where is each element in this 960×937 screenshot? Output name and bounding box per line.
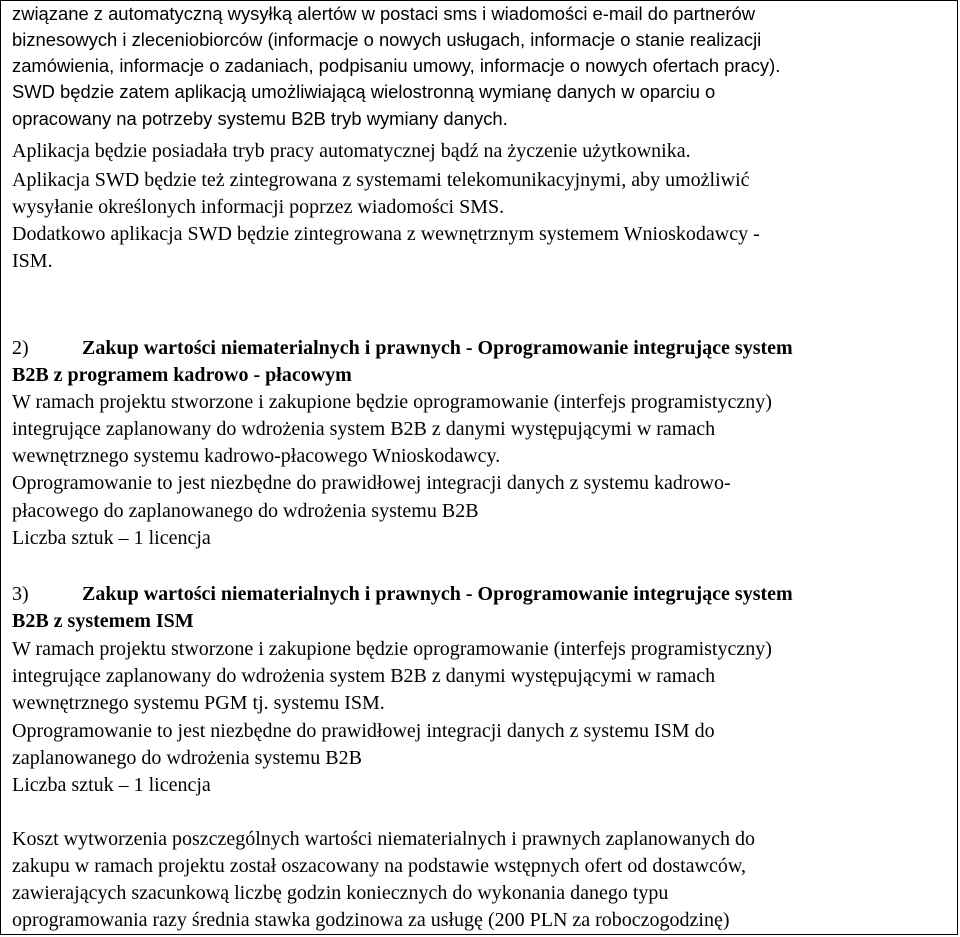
section2-number: 2) xyxy=(12,337,29,359)
intro-line: SWD będzie zatem aplikacją umożliwiającą wielostronną wymianę danych w oparciu o xyxy=(12,81,716,102)
section2-heading-line2: B2B z programem kadrowo - płacowym xyxy=(12,364,352,386)
section3-body-line: Oprogramowanie to jest niezbędne do prawidłowej integracji danych z systemu ISM do xyxy=(12,720,715,742)
section2-body-line: wewnętrznego systemu kadrowo-płacowego Wnioskodawcy. xyxy=(12,445,501,467)
cost-line: Koszt wytworzenia poszczególnych wartości niematerialnych i prawnych zaplanowanych do xyxy=(12,828,756,850)
cost-line: zawierających szacunkową liczbę godzin koniecznych do wykonania danego typu xyxy=(12,882,669,904)
section2-count: Liczba sztuk – 1 licencja xyxy=(12,527,211,549)
section3-heading xyxy=(12,581,793,607)
section3-count: Liczba sztuk – 1 licencja xyxy=(12,774,211,796)
section2-body-line: Oprogramowanie to jest niezbędne do prawidłowej integracji danych z systemu kadrowo- xyxy=(12,472,731,494)
app-line: Dodatkowo aplikacja SWD będzie zintegrowana z wewnętrznym systemem Wnioskodawcy - xyxy=(12,223,760,245)
intro-line: opracowany na potrzeby systemu B2B tryb wymiany danych. xyxy=(12,108,508,129)
section2-body-line: płacowego do zaplanowanego do wdrożenia systemu B2B xyxy=(12,500,479,522)
intro-line: zamówienia, informacje o zadaniach, podpisaniu umowy, informacje o nowych ofertach pracy). xyxy=(12,55,781,76)
section3-body-line: integrujące zaplanowany do wdrożenia system B2B z danymi występującymi w ramach xyxy=(12,665,716,687)
app-line: wysyłanie określonych informacji poprzez wiadomości SMS. xyxy=(12,196,505,218)
section2-heading-line1: Zakup wartości niematerialnych i prawnych - Oprogramowanie integrujące system xyxy=(82,337,793,359)
section3-number: 3) xyxy=(12,583,29,605)
section3-heading-line1: Zakup wartości niematerialnych i prawnych - Oprogramowanie integrujące system xyxy=(82,583,793,605)
section2-heading xyxy=(12,335,793,361)
cost-line: oprogramowania razy średnia stawka godzinowa za usługę (200 PLN za roboczogodzinę) xyxy=(12,909,730,931)
cost-line: zakupu w ramach projektu został oszacowany na podstawie wstępnych ofert od dostawców, xyxy=(12,855,747,877)
section3-body-line: wewnętrznego systemu PGM tj. systemu ISM. xyxy=(12,692,385,714)
app-line: Aplikacja będzie posiadała tryb pracy automatycznej bądź na życzenie użytkownika. xyxy=(12,140,691,162)
app-line: ISM. xyxy=(12,250,53,272)
section3-body-line: W ramach projektu stworzone i zakupione będzie oprogramowanie (interfejs programistyczny) xyxy=(12,638,772,660)
app-line: Aplikacja SWD będzie też zintegrowana z systemami telekomunikacyjnymi, aby umożliwić xyxy=(12,169,750,191)
intro-line: związane z automatyczną wysyłką alertów w postaci sms i wiadomości e-mail do partnerów xyxy=(12,3,756,24)
intro-line: biznesowych i zleceniobiorców (informacje o nowych usługach, informacje o stanie realizacji xyxy=(12,29,762,50)
section3-heading-line2: B2B z systemem ISM xyxy=(12,610,194,632)
section2-body-line: integrujące zaplanowany do wdrożenia system B2B z danymi występującymi w ramach xyxy=(12,418,716,440)
section2-body-line: W ramach projektu stworzone i zakupione będzie oprogramowanie (interfejs programistyczny) xyxy=(12,391,772,413)
section3-body-line: zaplanowanego do wdrożenia systemu B2B xyxy=(12,747,362,769)
